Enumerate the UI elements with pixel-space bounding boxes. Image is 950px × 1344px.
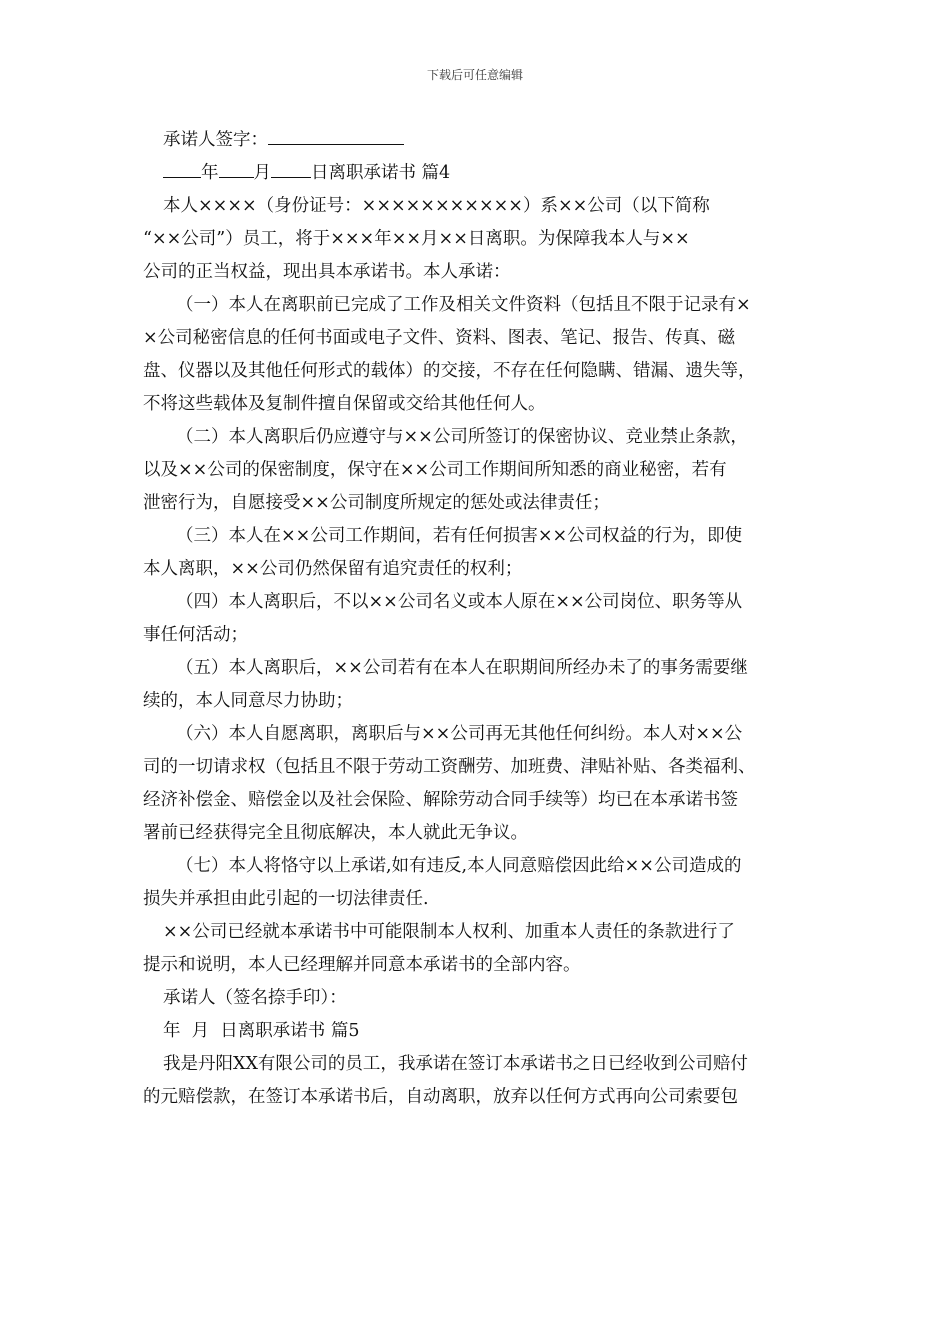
- body-line: 的元赔偿款，在签订本承诺书后，自动离职，放弃以任何方式再向公司索要包: [143, 1087, 738, 1107]
- day-title: 日离职承诺书 篇4: [311, 163, 451, 183]
- signer-line: 承诺人（签名捺手印）：: [163, 988, 347, 1008]
- signature-label: 承诺人签字：: [163, 130, 268, 150]
- body-line: 本人××××（身份证号：×××××××××××）系××公司（以下简称: [163, 196, 710, 216]
- clause-line: 事任何活动；: [143, 625, 248, 645]
- signature-blank: [268, 128, 404, 145]
- clause-line: 本人离职，××公司仍然保留有追究责任的权利；: [143, 559, 523, 579]
- document-body: [143, 124, 819, 1114]
- page-header: 下载后可任意编辑: [426, 68, 523, 82]
- year-blank: [163, 161, 201, 178]
- clause-line: （五）本人离职后，××公司若有在本人在职期间所经办未了的事务需要继: [176, 658, 748, 678]
- clause-line: 损失并承担由此引起的一切法律责任.: [143, 889, 429, 909]
- body-line: 公司的正当权益，现出具本承诺书。本人承诺：: [143, 262, 511, 282]
- clause-line: ×公司秘密信息的任何书面或电子文件、资料、图表、笔记、报告、传真、磁: [143, 328, 736, 348]
- body-line: ××公司已经就本承诺书中可能限制本人权利、加重本人责任的条款进行了: [163, 922, 735, 942]
- clause-line: 不将这些载体及复制件擅自保留或交给其他任何人。: [143, 394, 546, 414]
- clause-line: 续的，本人同意尽力协助；: [143, 691, 353, 711]
- clause-line: （一）本人在离职前已完成了工作及相关文件资料（包括且不限于记录有×: [176, 295, 751, 315]
- clause-line: （四）本人离职后，不以××公司名义或本人原在××公司岗位、职务等从: [176, 592, 743, 612]
- day-blank: [271, 161, 311, 178]
- month-blank: [219, 161, 254, 178]
- clause-line: 盘、仪器以及其他任何形式的载体）的交接，不存在任何隐瞒、错漏、遗失等，: [143, 361, 756, 381]
- month-label: 月: [253, 163, 271, 183]
- clause-line: 署前已经获得完全且彻底解决，本人就此无争议。: [143, 823, 528, 843]
- clause-line: （六）本人自愿离职，离职后与××公司再无其他任何纠纷。本人对××公: [176, 724, 743, 744]
- clause-line: （三）本人在××公司工作期间，若有任何损害××公司权益的行为，即使: [176, 526, 743, 546]
- signature-line: [143, 124, 819, 157]
- body-line: “××公司”）员工，将于×××年××月××日离职。为保障我本人与××: [143, 229, 690, 249]
- body-line: 提示和说明，本人已经理解并同意本承诺书的全部内容。: [143, 955, 581, 975]
- year-label: 年: [201, 163, 219, 183]
- section-title-5: 年 月 日离职承诺书 篇5: [163, 1021, 360, 1041]
- clause-line: （七）本人将恪守以上承诺,如有违反,本人同意赔偿因此给××公司造成的: [176, 856, 742, 876]
- clause-line: 经济补偿金、赔偿金以及社会保险、解除劳动合同手续等）均已在本承诺书签: [143, 790, 738, 810]
- clause-line: 以及××公司的保密制度，保守在××公司工作期间所知悉的商业秘密，若有: [143, 460, 727, 480]
- clause-line: 司的一切请求权（包括且不限于劳动工资酬劳、加班费、津贴补贴、各类福利、: [143, 757, 756, 777]
- section-title-4: [143, 157, 819, 190]
- clause-line: 泄密行为，自愿接受××公司制度所规定的惩处或法律责任；: [143, 493, 610, 513]
- clause-line: （二）本人离职后仍应遵守与××公司所签订的保密协议、竞业禁止条款，: [176, 427, 748, 447]
- body-line: 我是丹阳XX有限公司的员工，我承诺在签订本承诺书之日已经收到公司赔付: [163, 1054, 748, 1074]
